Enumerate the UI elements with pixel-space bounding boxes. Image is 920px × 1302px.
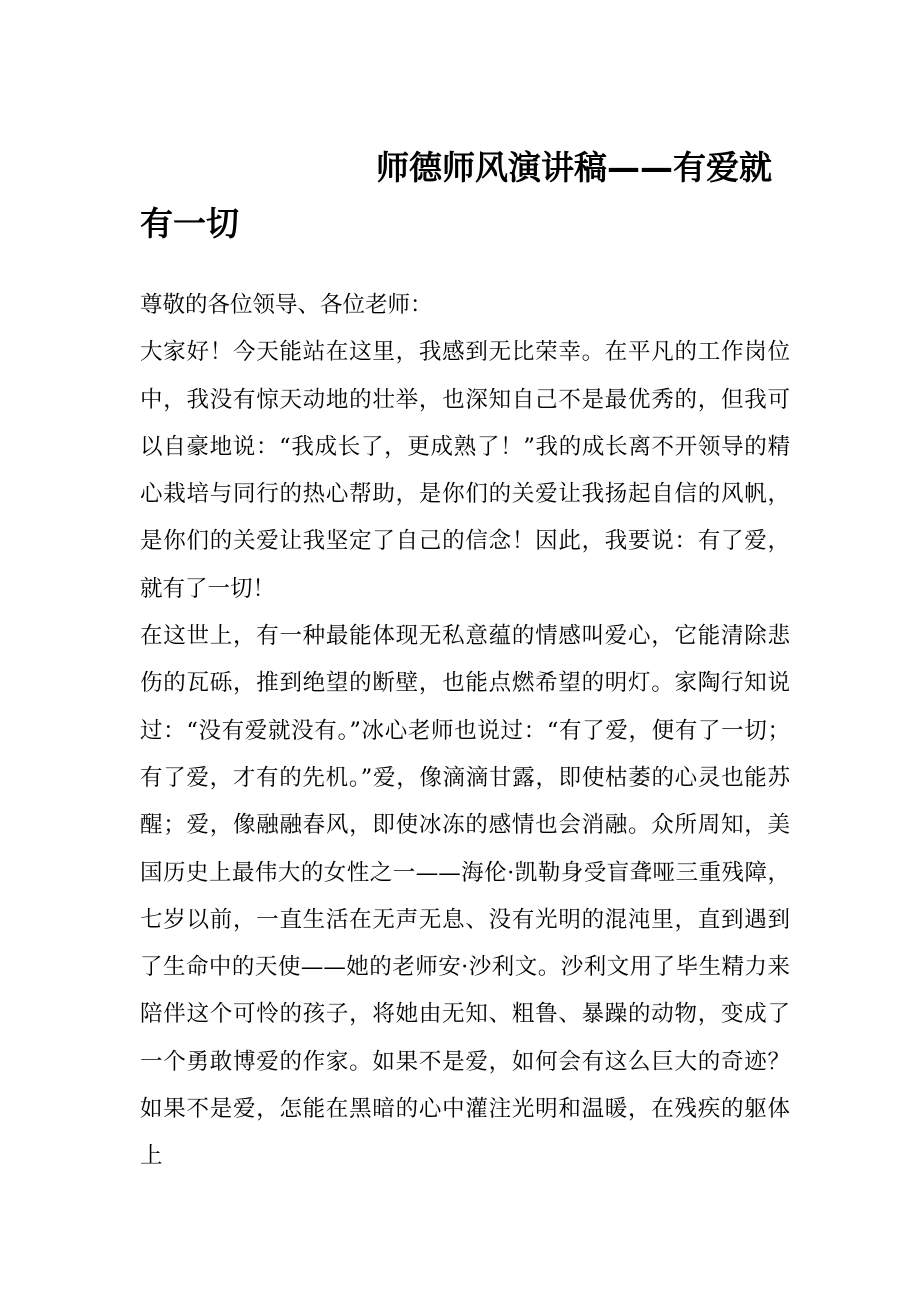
- document-body: [140, 282, 790, 1181]
- salutation-paragraph: 尊敬的各位领导、各位老师：: [140, 292, 433, 318]
- body-paragraph: 大家好！今天能站在这里，我感到无比荣幸。在平凡的工作岗位中，我没有惊天动地的壮举，也深知自己不是最优秀的，但我可以自豪地说：“我成长了，更成熟了！”我的成长离不开领导的精心栽培与同行的热心帮助，是你们的关爱让我扬起自信的风帆，是你们的关爱让我坚定了自己的信念！因此，我要说：有了爱，就有了一切！: [140, 339, 790, 602]
- body-paragraph: 在这世上，有一种最能体现无私意蕴的情感叫爱心，它能清除悲伤的瓦砾，推到绝望的断壁，也能点燃希望的明灯。家陶行知说过：“没有爱就没有。”冰心老师也说过：“有了爱，便有了一切；有了爱，才有的先机。”爱，像滴滴甘露，即使枯萎的心灵也能苏醒；爱，像融融春风，即使冰冻的感情也会消融。众所周知，美国历史上最伟大的女性之一——海伦·凯勒身受盲聋哑三重残障，七岁以前，一直生活在无声无息、没有光明的混沌里，直到遇到了生命中的天使——她的老师安·沙利文。沙利文用了毕生精力来陪伴这个可怜的孩子，将她由无知、粗鲁、暴躁的动物，变成了一个勇敢博爱的作家。如果不是爱，如何会有这么巨大的奇迹？如果不是爱，怎能在黑暗的心中灌注光明和温暖，在残疾的躯体上: [140, 623, 790, 1170]
- document-title: 师德师风演讲稿——有爱就有一切: [140, 148, 772, 243]
